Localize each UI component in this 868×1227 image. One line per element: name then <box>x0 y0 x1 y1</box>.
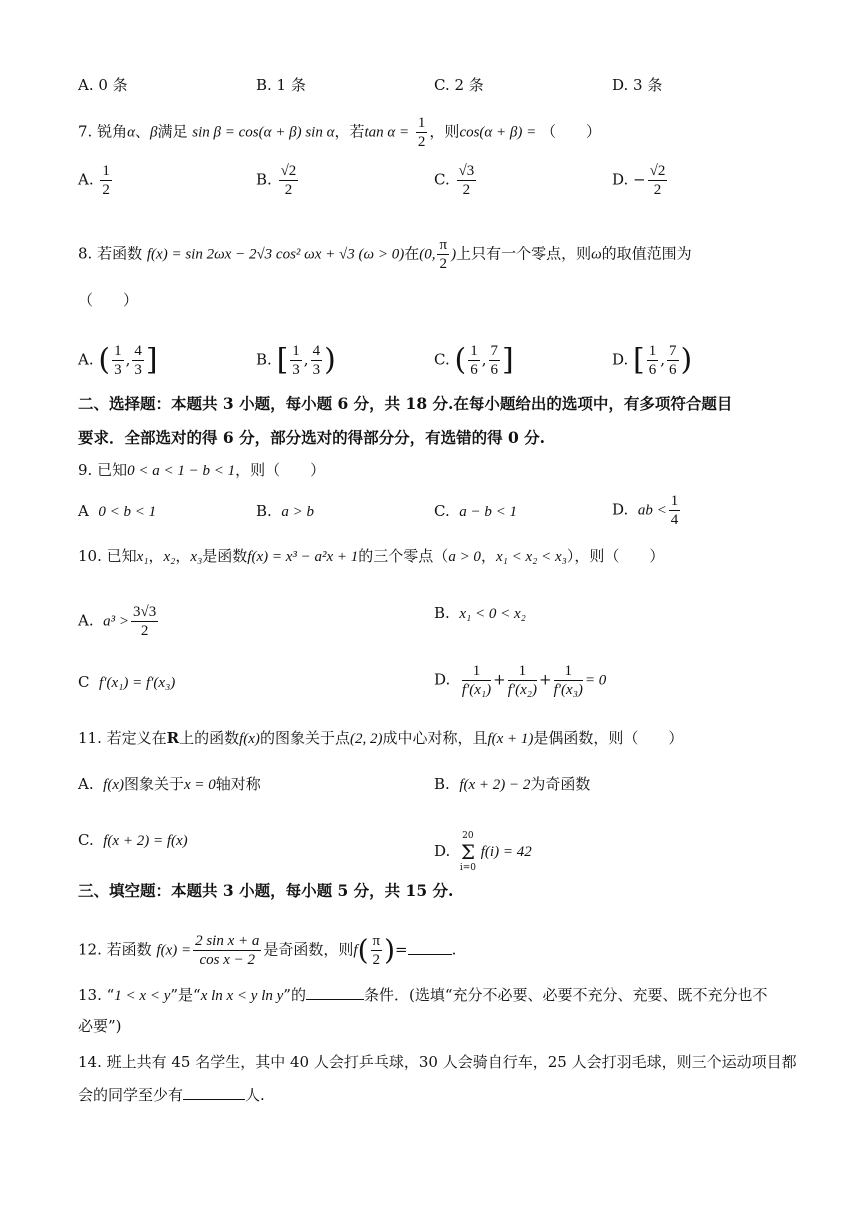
q11-option-c: C. f(x + 2) = f(x) <box>78 831 188 849</box>
q11-option-d: D. 20 Σ i=0 f(i) = 42 <box>434 831 532 873</box>
q9-option-b: B. a > b <box>256 502 314 520</box>
q8-stem: 8. 若函数 f(x) = sin 2ωx − 2√3 cos² ωx + √3 (ω > 0)在(0, $\frac{\pi}{2}$ )上只有一个零点，则ω的取值范围为 <box>78 237 692 272</box>
q11-option-a: A. f(x)图象关于x = 0轴对称 <box>78 775 261 793</box>
q6-option-b: B. 1 条 <box>256 76 306 94</box>
q13-answer-blank <box>306 999 364 1000</box>
section-2-heading-line2: 要求．全部选对的得 6 分，部分选对的得部分分，有选错的得 0 分. <box>78 428 546 447</box>
q14-stem-line2: 会的同学至少有 人. <box>78 1086 265 1104</box>
q10-option-a: A. a³ > $\frac{3√3}{2}$ <box>78 604 157 639</box>
q7-option-a: A. $\frac{1}{2}$ <box>78 163 110 198</box>
q9-option-c: C. a − b < 1 <box>434 502 518 520</box>
q8-option-b: B. [ $\frac{1}{3}$ , $\frac{4}{3}$ ) <box>256 342 336 378</box>
q6-option-d: D. 3 条 <box>612 76 663 94</box>
q7-option-b: B. $\frac{√2}{2}$ <box>256 163 297 198</box>
summation-symbol: 20 Σ i=0 <box>459 831 476 873</box>
q8-paren: （ ） <box>78 291 139 309</box>
q8-function-expr: f(x) = sin 2ωx − 2√3 cos² ωx + √3 (ω > 0) <box>146 246 405 263</box>
q7-stem: 7. 锐角α、β满足 sin β = cos(α + β) sin α，若tan α = $\frac{1}{2}$ ，则cos(α + β) = （ ） <box>78 115 602 150</box>
q6-option-a: A. 0 条 <box>78 76 128 94</box>
q12-answer-blank <box>408 954 452 955</box>
q8-option-d: D. [ $\frac{1}{6}$ , $\frac{7}{6}$ ) <box>612 342 693 378</box>
q8-option-a: A. ( $\frac{1}{3}$ , $\frac{4}{3}$ ] <box>78 342 158 378</box>
q9-stem: 9. 已知0 < a < 1 − b < 1，则（ ） <box>78 461 326 479</box>
q9-option-a: A 0 < b < 1 <box>78 502 157 520</box>
q11-stem: 11. 若定义在R上的函数f(x)的图象关于点(2, 2)成中心对称，且f(x + 1)是偶函数，则（ ） <box>78 729 684 747</box>
q9-option-d: D. ab < $\frac{1}{4}$ <box>612 493 679 528</box>
q7-option-d: D. − $\frac{√2}{2}$ <box>612 163 666 198</box>
q7-tan-fraction: $\frac{1}{2}$ <box>417 115 426 150</box>
q11-option-b: B. f(x + 2) − 2为奇函数 <box>434 775 591 793</box>
q12-stem: 12. 若函数 f(x) = $\frac{\text{2 sin x + a}}{\text{cos x − 2}}$ 是奇函数，则f( $\frac{\pi}{2}$ )= . <box>78 933 457 968</box>
section-2-heading-line1: 二、选择题：本题共 3 小题，每小题 6 分，共 18 分.在每小题给出的选项中，有多项符合题目 <box>78 394 733 413</box>
section-3-heading: 三、填空题：本题共 3 小题，每小题 5 分，共 15 分. <box>78 881 454 900</box>
q7-option-c: C. $\frac{√3}{2}$ <box>434 163 475 198</box>
q10-option-c: C f′(x₁) = f′(x₃) <box>78 673 176 691</box>
q10-option-d: D. $\frac{1}{\text{f′(x₁)}}$ + $\frac{1}{\text{f′(x₂)}}$ + $\frac{1}{\text{f′(x₃)}}$ = 0 <box>434 663 607 698</box>
q8-option-c: C. ( $\frac{1}{6}$ , $\frac{7}{6}$ ] <box>434 342 514 378</box>
q10-stem: 10. 已知x₁，x₂，x₃是函数f(x) = x³ − a²x + 1的三个零点（a > 0，x₁ < x₂ < x₃），则（ ） <box>78 547 665 565</box>
q14-answer-blank <box>183 1099 245 1100</box>
q13-stem: 13. “1 < x < y”是“x ln x < y ln y”的 条件．(选填“充分不必要、必要不充分、充要、既不充分也不 <box>78 986 768 1004</box>
q10-option-b: B. x₁ < 0 < x₂ <box>434 604 526 622</box>
q7-expr-sin-beta: sin β = cos(α + β) sin α <box>192 124 335 141</box>
q13-stem-line2: 必要”) <box>78 1017 122 1035</box>
q14-stem-line1: 14. 班上共有 45 名学生，其中 40 人会打乒乓球，30 人会骑自行车，25 人会打羽毛球，则三个运动项目都 <box>78 1053 797 1071</box>
q6-option-c: C. 2 条 <box>434 76 484 94</box>
